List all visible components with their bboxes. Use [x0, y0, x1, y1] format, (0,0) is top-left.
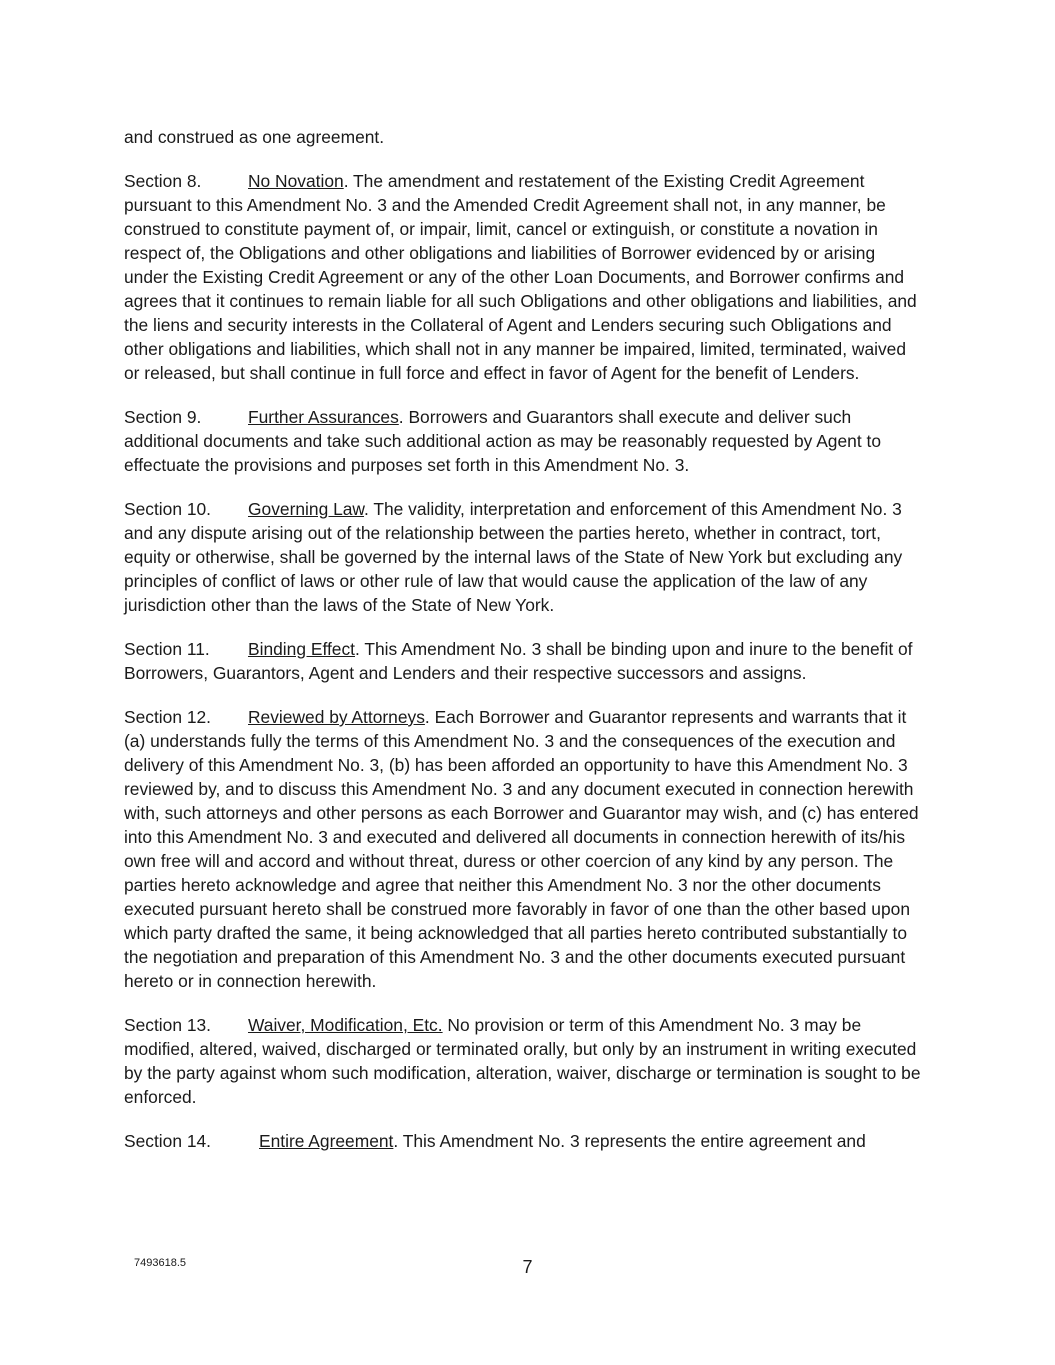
section-heading: Binding Effect	[248, 639, 355, 659]
section-heading: Governing Law	[248, 499, 365, 519]
section-8-paragraph	[124, 169, 924, 385]
section-label: Section 11.	[124, 639, 210, 659]
section-label: Section 8.	[124, 171, 202, 191]
section-text: No provision or term of this Amendment No. 3 may be modified, altered, waived, discharged or terminated orally, but only by an instrument in writing executed by the party against whom such modification, alteration, waiver, discharge or termination is sought to be enforced.	[124, 1015, 921, 1107]
section-13-paragraph	[124, 1013, 924, 1109]
section-heading: Waiver, Modification, Etc.	[248, 1015, 443, 1035]
section-11-paragraph	[124, 637, 924, 685]
section-text: . This Amendment No. 3 shall be binding upon and inure to the benefit of Borrowers, Guarantors, Agent and Lenders and their respective successors and assigns.	[124, 639, 913, 683]
section-12-paragraph	[124, 705, 924, 993]
section-text: . Borrowers and Guarantors shall execute and deliver such additional documents and take such additional action as may be reasonably requested by Agent to effectuate the provisions and purposes set forth in this Amendment No. 3.	[124, 407, 881, 475]
section-label: Section 10.	[124, 499, 212, 519]
section-heading: Further Assurances	[248, 407, 399, 427]
continuation-paragraph: and construed as one agreement.	[124, 127, 385, 147]
section-text: . The amendment and restatement of the Existing Credit Agreement pursuant to this Amendment No. 3 and the Amended Credit Agreement shall not, in any manner, be construed to constitute payment of, or impair, limit, cancel or extinguish, or constitute a novation in respect of, the Obligations and other obligations and liabilities of Borrower evidenced by or arising under the Existing Credit Agreement or any of the other Loan Documents, and Borrower confirms and agrees that it continues to remain liable for all such Obligations and other obligations and liabilities, and the liens and security interests in the Collateral of Agent and Lenders securing such Obligations and other obligations and liabilities, which shall not in any manner be impaired, limited, terminated, waived or released, but shall continue in full force and effect in favor of Agent for the benefit of Lenders.	[124, 171, 917, 383]
section-label: Section 13.	[124, 1015, 212, 1035]
page-number: 7	[522, 1257, 533, 1277]
section-text: . This Amendment No. 3 represents the entire agreement and	[393, 1131, 866, 1151]
document-id: 7493618.5	[134, 1257, 186, 1269]
section-14-paragraph	[124, 1129, 924, 1153]
section-text: . Each Borrower and Guarantor represents and warrants that it (a) understands fully the terms of this Amendment No. 3 and the consequences of the execution and delivery of this Amendment No. 3, (b) has been afforded an opportunity to have this Amendment No. 3 reviewed by, and to discuss this Amendment No. 3 and any document executed in connection herewith with, such attorneys and other persons as each Borrower and Guarantor may wish, and (c) has entered into this Amendment No. 3 and executed and delivered all documents in connection herewith of its/his own free will and accord and without threat, duress or other coercion of any kind by any person. The parties hereto acknowledge and agree that neither this Amendment No. 3 nor the other documents executed pursuant hereto shall be construed more favorably in favor of one than the other based upon which party drafted the same, it being acknowledged that all parties hereto contributed substantially to the negotiation and preparation of this Amendment No. 3 and the other documents executed pursuant hereto or in connection herewith.	[124, 707, 919, 991]
section-heading: No Novation	[248, 171, 344, 191]
document-body	[124, 125, 924, 1173]
section-label: Section 9.	[124, 407, 202, 427]
section-label: Section 14.	[124, 1131, 212, 1151]
section-heading: Entire Agreement	[259, 1131, 394, 1151]
section-label: Section 12.	[124, 707, 212, 727]
section-10-paragraph	[124, 497, 924, 617]
section-9-paragraph	[124, 405, 924, 477]
section-heading: Reviewed by Attorneys	[248, 707, 425, 727]
section-text: . The validity, interpretation and enforcement of this Amendment No. 3 and any dispute arising out of the relationship between the parties hereto, whether in contract, tort, equity or otherwise, shall be governed by the internal laws of the State of New York but excluding any principles of conflict of laws or other rule of law that would cause the application of the law of any jurisdiction other than the laws of the State of New York.	[124, 499, 903, 615]
